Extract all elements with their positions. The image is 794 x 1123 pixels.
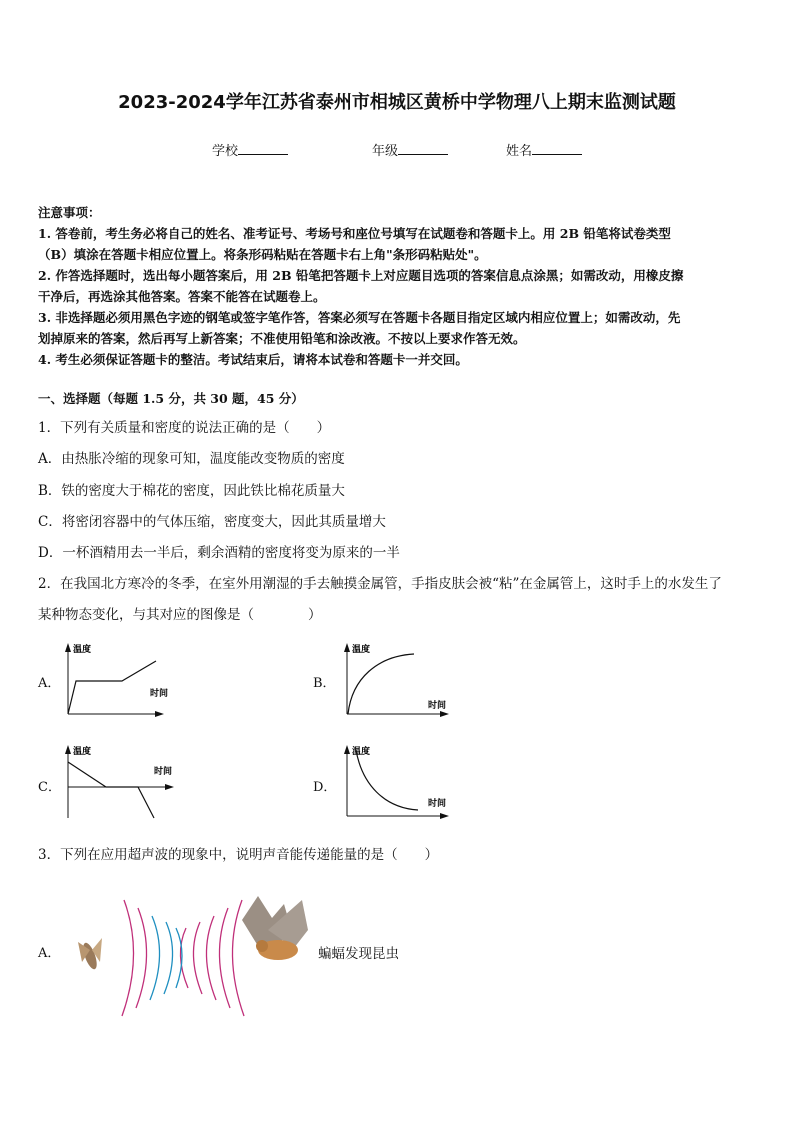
question-2-option-a-label[interactable]: A． <box>38 676 61 691</box>
section-heading: 一、选择题（每题 1.5 分，共 30 题，45 分） <box>38 391 304 406</box>
graph-b-x-label: 时间 <box>428 701 447 711</box>
wave-arc <box>232 900 244 1016</box>
question-1-option-a[interactable]: A．由热胀冷缩的现象可知，温度能改变物质的密度 <box>38 451 345 467</box>
graph-a-y-arrow <box>65 643 71 652</box>
question-2-option-c-label[interactable]: C． <box>38 780 61 795</box>
wave-arc <box>164 922 173 994</box>
grade-label: 年级 <box>372 144 399 159</box>
graph-c-x-arrow <box>165 784 174 790</box>
graph-d-x-arrow <box>440 813 449 819</box>
wave-arc <box>150 916 160 1000</box>
moth-icon <box>78 938 102 971</box>
bat-icon <box>242 896 308 960</box>
school-blank[interactable] <box>238 142 288 155</box>
notice-line: 干净后，再选涂其他答案。答案不能答在试题卷上。 <box>38 289 326 304</box>
graph-b <box>338 638 458 720</box>
graph-d-y-label: 温度 <box>352 747 371 757</box>
graph-a-curve <box>68 661 156 714</box>
notice-line: （B）填涂在答题卡相应位置上。将条形码粘贴在答题卡右上角"条形码粘贴处"。 <box>38 247 487 262</box>
graph-c <box>58 740 178 822</box>
graph-a <box>58 638 178 720</box>
question-1-option-b[interactable]: B．铁的密度大于棉花的密度，因此铁比棉花质量大 <box>38 483 345 499</box>
graph-c-x-label: 时间 <box>154 767 173 777</box>
question-2-stem-line1: 2．在我国北方寒冷的冬季，在室外用潮湿的手去触摸金属管，手指皮肤会被“粘”在金属管上，这时手上的水发生了 <box>38 576 722 592</box>
graph-a-x-arrow <box>155 711 164 717</box>
wave-arc <box>122 900 134 1016</box>
name-field <box>506 140 582 159</box>
graph-a-x-label: 时间 <box>150 689 169 699</box>
page-title: 2023-2024学年江苏省泰州市相城区黄桥中学物理八上期末监测试题 <box>118 92 676 113</box>
graph-c-y-arrow <box>65 745 71 754</box>
graph-d-curve <box>356 750 418 810</box>
grade-field <box>372 140 448 159</box>
question-2-option-d-label[interactable]: D． <box>313 780 337 795</box>
graph-d-y-arrow <box>344 745 350 754</box>
notice-line: 1. 答卷前，考生务必将自己的姓名、准考证号、考场号和座位号填写在试题卷和答题卡上。用 2B 铅笔将试卷类型 <box>38 226 671 241</box>
bat-echolocation-illustration <box>72 890 312 1018</box>
wave-arc <box>193 922 202 994</box>
graph-d <box>338 740 458 822</box>
notice-heading: 注意事项： <box>38 205 101 220</box>
school-field <box>212 140 288 159</box>
graph-b-y-arrow <box>344 643 350 652</box>
notice-line: 4. 考生必须保证答题卡的整洁。考试结束后，请将本试卷和答题卡一并交回。 <box>38 352 468 367</box>
question-1-option-d[interactable]: D．一杯酒精用去一半后，剩余酒精的密度将变为原来的一半 <box>38 545 400 561</box>
school-label: 学校 <box>212 144 239 159</box>
wave-arc <box>219 908 230 1008</box>
graph-c-curve <box>68 762 154 818</box>
graph-c-y-label: 温度 <box>73 747 92 757</box>
question-3-option-a-caption: 蝙蝠发现昆虫 <box>318 946 399 962</box>
notice-line: 2. 作答选择题时，选出每小题答案后，用 2B 铅笔把答题卡上对应题目选项的答案信息点涂黑；如需改动，用橡皮擦 <box>38 268 684 283</box>
graph-b-x-arrow <box>440 711 449 717</box>
question-1-stem: 1．下列有关质量和密度的说法正确的是（ ） <box>38 420 331 436</box>
graph-a-y-label: 温度 <box>73 645 92 655</box>
question-1-option-c[interactable]: C．将密闭容器中的气体压缩，密度变大，因此其质量增大 <box>38 514 386 530</box>
name-blank[interactable] <box>532 142 582 155</box>
question-3-option-a-label[interactable]: A． <box>38 946 61 961</box>
graph-d-x-label: 时间 <box>428 799 447 809</box>
graph-b-curve <box>348 654 414 714</box>
name-label: 姓名 <box>506 144 533 159</box>
notice-line: 划掉原来的答案，然后再写上新答案；不准使用铅笔和涂改液。不按以上要求作答无效。 <box>38 331 526 346</box>
notice-line: 3. 非选择题必须用黑色字迹的钢笔或签字笔作答，答案必须写在答题卡各题目指定区域内相应位置上；如需改动，先 <box>38 310 681 325</box>
wave-arc <box>136 908 147 1008</box>
wave-arc <box>206 916 216 1000</box>
question-2-stem-line2: 某种物态变化，与其对应的图像是（ ） <box>38 607 322 623</box>
graph-b-y-label: 温度 <box>352 645 371 655</box>
question-3-stem: 3．下列在应用超声波的现象中，说明声音能传递能量的是（ ） <box>38 847 439 863</box>
question-2-option-b-label[interactable]: B． <box>313 676 336 691</box>
grade-blank[interactable] <box>398 142 448 155</box>
